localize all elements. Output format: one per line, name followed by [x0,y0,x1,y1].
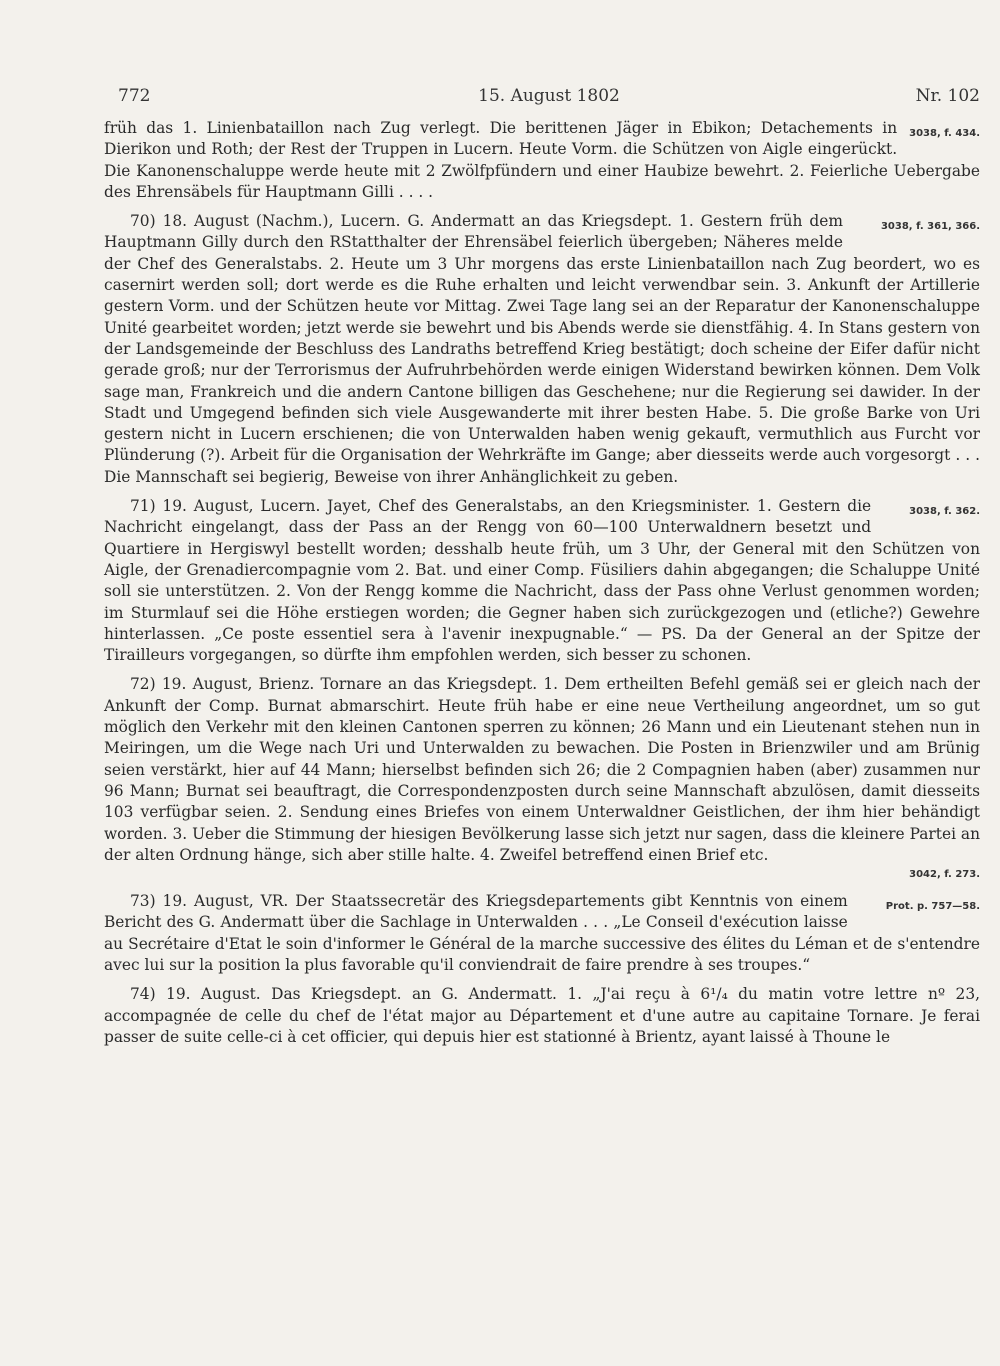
entry-text: 72) 19. August, Brienz. Tornare an das Kriegsdept. 1. Dem ertheilten Befehl gemäß sei er gleich nach der Ankunft der Comp. Burnat abmarschirt. Heute früh habe er eine neue Vertheilung angeordnet, um so gut möglich den Verkehr mit den kleinen Cantonen sperren zu können; 26 Mann und ein Lieutenant stehen nun in Meiringen, um die Wege nach Uri und Unterwalden zu bewachen. Die Posten in Brienzwiler und am Brünig seien verstärkt, hier auf 44 Mann; hierselbst befinden sich 26; die 2 Compagnien haben (aber) zusammen nur 96 Mann; Burnat sei beauftragt, die Correspondenzposten durch seine Mannschaft abzulösen, damit diesseits 103 verfügbar seien. 2. Sendung eines Briefes von einem Unterwaldner Geistlichen, der ihm hier behändigt worden. 3. Ueber die Stimmung der hiesigen Bevölkerung lasse sich jetzt nur sagen, dass die kleinere Partei an der alten Ordnung hänge, sich aber stille halte. 4. Zweifel betreffend einen Brief etc. [104,675,980,864]
running-date: 15. August 1802 [478,86,620,106]
entry-70 [104,211,980,488]
entry-73 [104,891,980,976]
entry-74 [104,984,980,1048]
archive-reference: 3038, f. 434. [909,128,980,139]
entry-text: 73) 19. August, VR. Der Staatssecretär des Kriegsdepartements gibt Kenntnis von einem Bericht des G. Andermatt über die Sachlage in Unterwalden . . . „Le Conseil d'exécution laisse au Secrétaire d'Etat le soin d'informer le Général de la marche successive des élites du Léman et de s'entendre avec lui sur la position la plus favorable qu'il conviendrait de faire prendre à ses troupes.“ [104,892,980,974]
entry-72 [104,674,980,883]
entry-text: früh das 1. Linienbataillon nach Zug verlegt. Die berittenen Jäger in Ebikon; Detachements in Dierikon und Roth; der Rest der Truppen in Lucern. Heute Vorm. die Schützen von Aigle eingerückt. Die Kanonenschaluppe werde heute mit 2 Zwölfpfündern und einer Haubize bewehrt. 2. Feierliche Uebergabe des Ehrensäbels für Hauptmann Gilli . . . . [104,119,980,201]
entry-69-continuation [104,118,980,203]
page-header [118,86,980,112]
entry-text: 71) 19. August, Lucern. Jayet, Chef des Generalstabs, an den Kriegsminister. 1. Gestern die Nachricht eingelangt, dass der Pass an der Rengg von 60—100 Unterwaldnern besetzt und Quartiere in Hergiswyl bestellt worden; desshalb heute früh, um 3 Uhr, der General mit den Schützen von Aigle, der Grenadiercompagnie vom 2. Bat. und einer Comp. Füsiliers dahin abgegangen; die Schaluppe Unité soll sie unterstützen. 2. Von der Rengg komme die Nachricht, dass der Pass ohne Verlust genommen worden; im Sturmlauf sei die Höhe erstiegen worden; die Gegner haben sich zurückgezogen und (etliche?) Gewehre hinterlassen. „Ce poste essentiel sera à l'avenir inexpugnable.“ — PS. Da der General an der Spitze der Tirailleurs vorgegangen, so dürfte ihm empfohlen werden, sich besser zu schonen. [104,497,980,665]
page-number: 772 [118,86,151,106]
archive-reference: 3038, f. 361, 366. [880,221,980,233]
document-body [104,118,980,1048]
entry-text: 74) 19. August. Das Kriegsdept. an G. Andermatt. 1. „J'ai reçu à 6¹/₄ du matin votre lettre nº 23, accompagnée de celle du chef de l'état major au Département et d'une autre au capitaine Tornare. Je ferai passer de suite celle-ci à cet officier, qui depuis hier est stationné à Brientz, ayant laissé à Thoune le [104,985,980,1046]
entry-text: 70) 18. August (Nachm.), Lucern. G. Andermatt an das Kriegsdept. 1. Gestern früh dem Hauptmann Gilly durch den RStatthalter der Ehrensäbel feierlich übergeben; Näheres melde der Chef des Generalstabs. 2. Heute um 3 Uhr morgens das erste Linienbataillon nach Zug beordert, wo es casernirt werden soll; dort werde es die Ruhe erhalten und leicht verwendbar sein. 3. Ankunft der Artillerie gestern Vorm. und der Schützen heute vor Mittag. Zwei Tage lang sei an der Reparatur der Kanonenschaluppe Unité gearbeitet worden; jetzt werde sie bewehrt und bis Abends werde sie dienstfähig. 4. In Stans gestern von der Landsgemeinde der Beschluss des Landraths betreffend Krieg bestätigt; doch scheine der Eifer dafür nicht gerade groß; nur der Terrorismus der Aufruhrbehörden werde einigen Widerstand bewirken können. Dem Volk sage man, Frankreich und die andern Cantone billigen das Geschehene; nur die Regierung sei dawider. In der Stadt und Umgegend befinden sich viele Ausgewanderte mit ihrer besten Habe. 5. Die große Barke von Uri gestern nicht in Lucern erschienen; die von Unterwalden haben wenig gekauft, vermuthlich aus Furcht vor Plünderung (?). Arbeit für die Organisation der Wehrkräfte im Gange; aber diesseits werde auch vorgesorgt . . . Die Mannschaft sei begierig, Beweise von ihrer Anhänglichkeit zu geben. [104,212,980,486]
archive-reference: Prot. p. 757—58. [885,901,980,913]
entry-71 [104,496,980,666]
document-number: Nr. 102 [915,86,980,106]
archive-reference: 3038, f. 362. [909,506,980,518]
archive-reference: 3042, f. 273. [909,869,980,881]
